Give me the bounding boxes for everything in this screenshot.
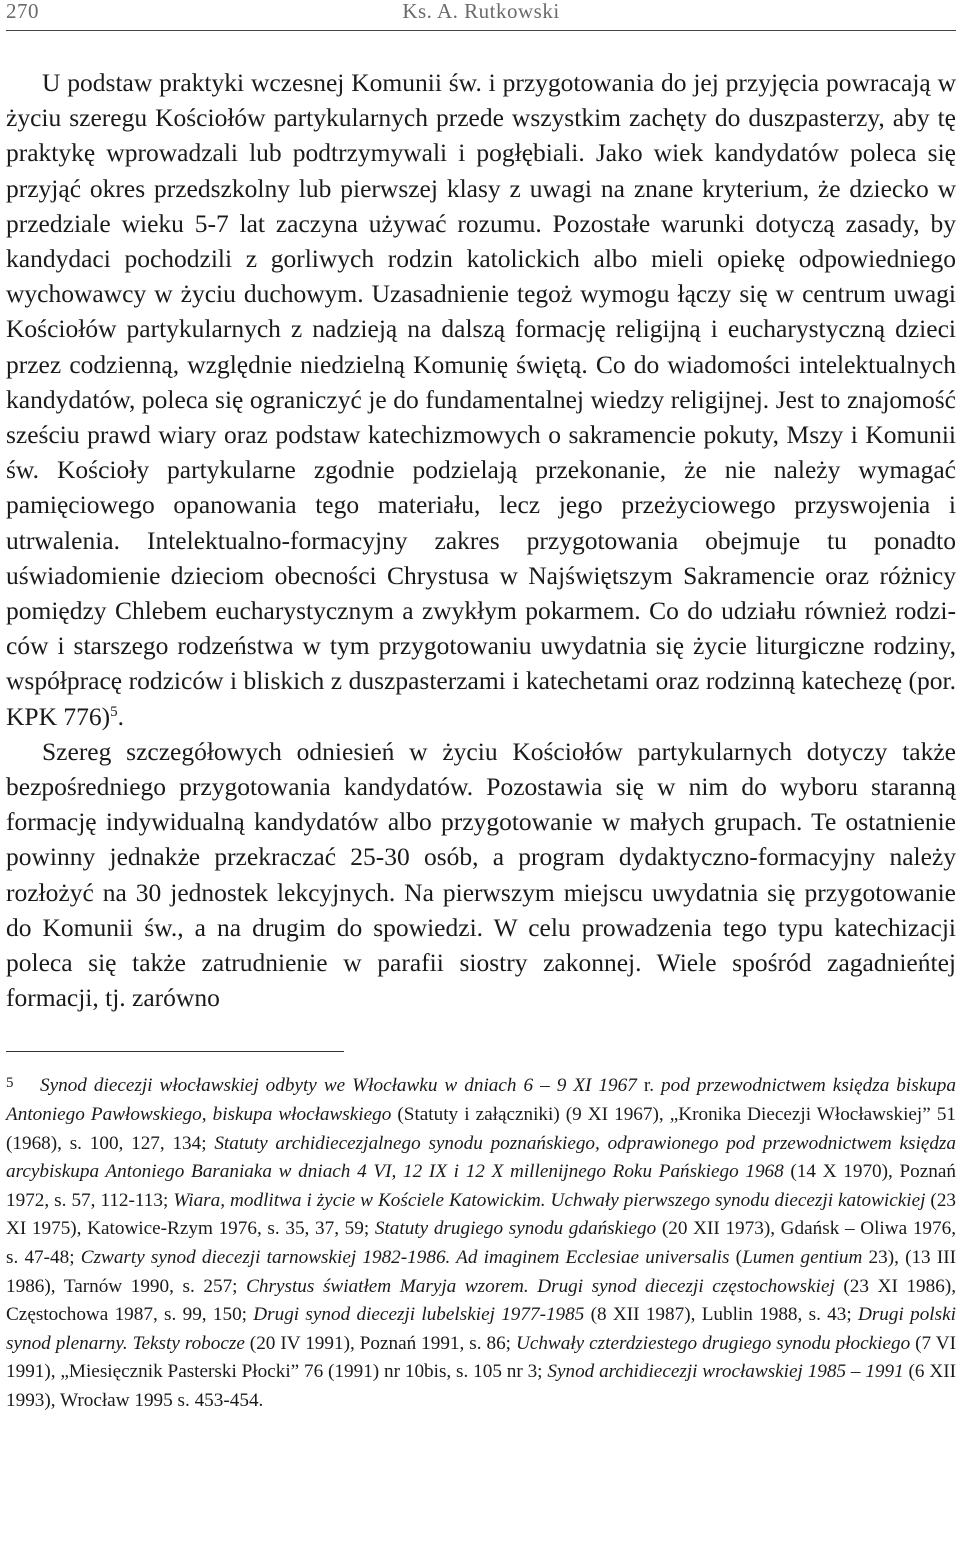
footnote-citation: (23 XI 1986), Częstochowa 1987, s. 99, 150; (6, 1275, 957, 1326)
footnote (6, 1069, 956, 1415)
page-number: 270 (6, 0, 39, 23)
running-head-author: Ks. A. Rutkowski (402, 0, 560, 23)
footnote-title-italic: Chrystus światłem Maryja wzorem. Drugi synod diecezji częstochowskiej (246, 1275, 835, 1297)
body-text (6, 65, 956, 1015)
footnote-title-italic: Uchwały czterdziestego drugiego synodu płockiego (515, 1332, 911, 1354)
paragraph-end: . (117, 701, 125, 731)
footnote-citation: (Statuty i załączniki) (9 XI 1967), „Kronika Diecezji Włocławskiej” 51 (1968), s. 100, 127, 134; (6, 1104, 957, 1154)
footnote-citation: ( (729, 1247, 743, 1269)
footnote-title-italic: pod przewodnictwem księdza biskupa Antoniego Pawłowskiego, biskupa włocławskiego (6, 1075, 956, 1126)
footnote-title-italic: Czwarty synod diecezji tarnowskiej 1982-1986. Ad imaginem Ecclesiae universalis (80, 1247, 730, 1269)
footnote-title-italic: Statuty archidiecezjalnego synodu poznańskiego, odprawionego pod przewodnictwem księdza arcybiskupa Antoniego Baraniaka w dniach 4 VI, 12 IX i 12 X millenijnego Roku Pańskiego 1968 (6, 1132, 956, 1183)
footnote-title-italic: Drugi synod diecezji lubelskiej 1977-1985 (253, 1304, 585, 1326)
footnote-number: 5 (6, 1075, 14, 1092)
footnote-text (6, 1075, 956, 1411)
footnote-title-italic: Lumen gentium (742, 1247, 863, 1269)
footnote-citation: (6 XII 1993), Wrocław 1995 s. 453-454. (6, 1361, 956, 1412)
footnote-title-italic: Statuty drugiego synodu gdańskiego (374, 1218, 657, 1240)
footnote-citation: (8 XII 1987), Lublin 1988, s. 43; (584, 1304, 858, 1326)
footnote-separator (6, 1051, 344, 1052)
footnote-title-italic: Synod diecezji włocławskiej odbyty we Włocławku w dniach 6 – 9 XI 1967 (40, 1075, 637, 1097)
footnote-citation: (23 XI 1975), Katowice-Rzym 1976, s. 35, 37, 59; (6, 1189, 957, 1240)
footnote-title-italic: Drugi polski synod plenarny. Teksty robocze (6, 1304, 956, 1354)
footnote-citation: (14 X 1970), Poznań 1972, s. 57, 112-113; (6, 1161, 956, 1211)
paragraph: Szereg szczegółowych odniesień w życiu Kościołów partykularnych dotyczy także bezpośredniego przygotowania kandydatów. Pozostawia się w nim do wyboru staranną formację indywidualną kandydatów albo przygotowanie w małych grupach. Te ostatnienie powinny jednakże przekraczać 25-30 osób, a program dydaktyczno-formacyjny należy rozłożyć na 30 jednostek lekcyjnych. Na pierwszym miejscu uwydatnia się przygotowanie do Komunii św., a na drugim do spowiedzi. W celu prowadzenia tego typu katechizacji poleca się także zatrudnienie w parafii siostry zakonnej. Wiele spośród zagadnieńtej formacji, tj. zarówno (6, 736, 956, 1013)
footnote-title-italic: Synod archidiecezji wrocławskiej 1985 – 1991 (547, 1361, 904, 1383)
running-head (6, 0, 956, 31)
footnote-title-italic: Wiara, modlitwa i życie w Kościele Katowickim. Uchwały pierwszego synodu diecezji katowickiej (173, 1189, 926, 1211)
paragraph-text: U podstaw praktyki wczesnej Komunii św. i przygotowania do jej przyjęcia powracają w życiu szeregu Kościołów partykularnych przede wszystkim zachęty do duszpasterzy, aby tę praktykę wprowadzali lub podtrzymywali i pogłębiali. Jako wiek kandydatów poleca się przyjąć okres przedszkolny lub pierwszej klasy z uwagi na znane kryterium, że dziecko w przedziale wieku 5-7 lat zaczyna używać rozumu. Pozostałe warunki dotyczą zasady, by kandydaci pochodzili z gorliwych rodzin katolickich albo mieli opiekę odpowiedniego wychowawcy w życiu duchowym. Uzasadnienie tegoż wymogu łączy się w centrum uwagi Kościołów partykularnych z nadzieją na dalszą formację religijną i eucharystyczną dzieci przez codzienną, względnie niedzielną Komunię świętą. Co do wiadomości intelektualnych kandydatów, poleca się ograniczyć je do fundamentalnej wiedzy religijnej. Jest to znajomość sześciu prawd wiary oraz podstaw katechizmowych o sakramencie pokuty, Mszy i Komunii św. Kościoły partykularne zgodnie podzielają przekonanie, że nie należy wymagać pamięciowego opanowania tego materiału, lecz jego przeżyciowego przyswojenia i utrwalenia. Intelektualno-formacyjny zakres przygotowania obejmuje tu ponadto uświadomienie dzieciom obecności Chrystusa w Najświętszym Sakramencie oraz różnicy pomiędzy Chlebem eucharystycznym a zwykłym pokarmem. Co do udziału również rodziców i starszego rodzeństwa w tym przygotowaniu uwydatnia się życie liturgiczne rodziny, współpracę rodziców i bliskich z duszpasterzami i katechetami oraz rodzinną katechezę (por. KPK 776) (6, 68, 956, 731)
footnote-citation: (7 VI 1991), „Miesięcznik Pasterski Płocki” 76 (1991) nr 10bis, s. 105 nr 3; (6, 1332, 957, 1383)
footnote-citation: r. (636, 1075, 662, 1097)
footnote-citation: (20 IV 1991), Poznań 1991, s. 86; (244, 1332, 516, 1354)
footnote-citation: 23), (13 III 1986), Tarnów 1990, s. 257; (6, 1247, 957, 1297)
footnote-reference[interactable]: 5 (110, 703, 118, 720)
paragraph (6, 65, 956, 734)
footnote-citation: (20 XII 1973), Gdańsk – Oliwa 1976, s. 47-48; (6, 1218, 956, 1269)
